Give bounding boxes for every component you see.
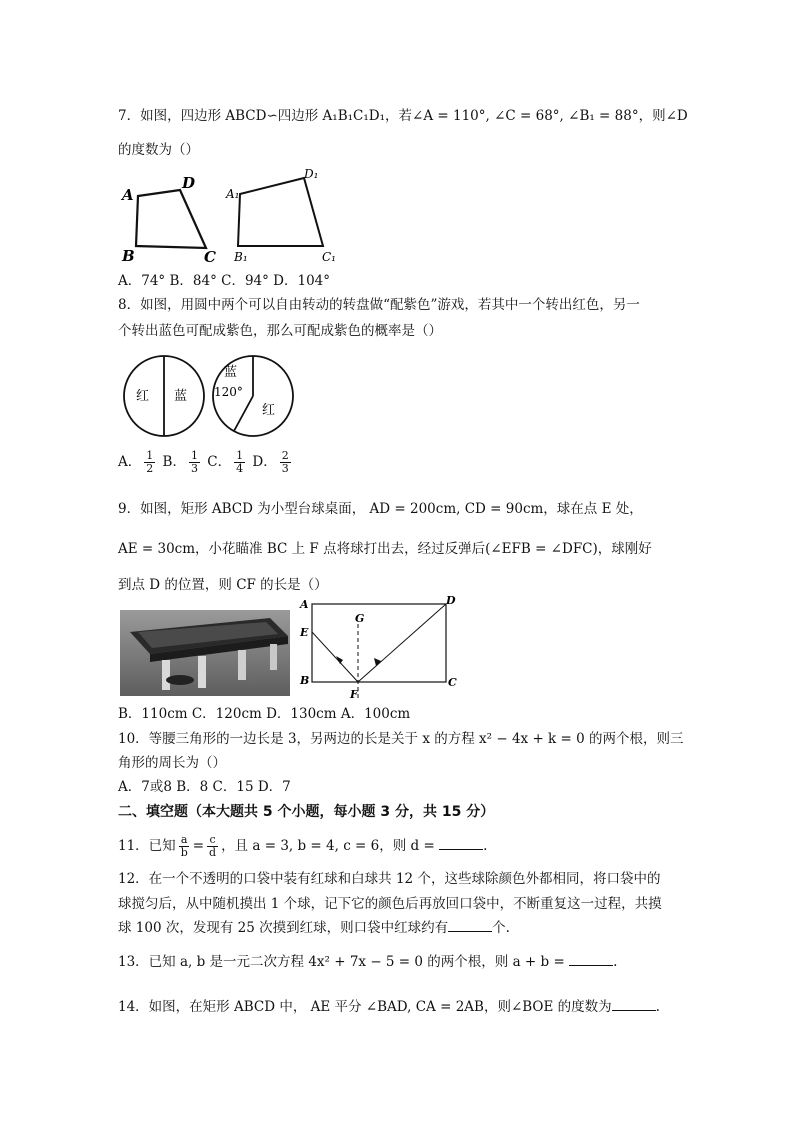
q9-label-G: G [355, 612, 365, 625]
q12-answer-blank[interactable] [448, 919, 492, 932]
q7-stem-line1: 7．如图，四边形 ABCD∽四边形 A₁B₁C₁D₁，若∠A = 110°, ∠C = 68°, ∠B₁ = 88°，则∠D [118, 108, 688, 124]
q14-line [118, 998, 660, 1016]
q7-label-C1: C₁ [322, 250, 336, 264]
q11-frac2-den: d [209, 846, 217, 859]
q12-stem-line1: 12．在一个不透明的口袋中装有红球和白球共 12 个，这些球除颜色外都相同，将口袋中的 [118, 871, 661, 887]
q14-text: 14．如图，在矩形 ABCD 中， AE 平分 ∠BAD, CA = 2AB，则∠BOE 的度数为 [118, 999, 612, 1015]
q7-options: A．74° B．84° C．94° D．104° [118, 273, 330, 289]
q8-option-c-fraction [234, 450, 245, 475]
q10-stem-line1: 10．等腰三角形的一边长是 3，另两边的长是关于 x 的方程 x² − 4x + k = 0 的两个根，则三 [118, 731, 684, 747]
q7-label-D: D [182, 174, 196, 192]
spinner-1-red-label: 红 [136, 389, 150, 404]
q8-option-d-num: 2 [281, 449, 289, 462]
q8-spinner-figure [118, 352, 308, 440]
q11-end: . [483, 838, 488, 854]
spinner-2-blue-label: 蓝 [224, 365, 238, 380]
q8-option-b-fraction [189, 450, 200, 475]
q7-figure [118, 166, 348, 266]
spinner-2-divider-down [234, 396, 253, 431]
q9-label-C: C [448, 676, 457, 689]
q13-answer-blank[interactable] [569, 953, 613, 966]
q11-suffix: ，且 a = 3, b = 4, c = 6，则 d = [221, 838, 435, 854]
q8-option-d-letter: D． [252, 454, 277, 470]
q8-option-c-letter: C． [207, 454, 232, 470]
q8-option-b-num: 1 [190, 449, 198, 462]
q12-line3-text: 球 100 次，发现有 25 次摸到红球，则口袋中红球约有 [118, 920, 449, 936]
q12-stem-line2: 球搅匀后，从中随机摸出 1 个球，记下它的颜色后再放回口袋中，不断重复这一过程，共摸 [118, 896, 662, 912]
q9-label-F: F [350, 688, 358, 701]
q11-fraction-ab [179, 834, 190, 859]
q10-options: A．7或8 B．8 C．15 D．7 [118, 779, 291, 795]
q13-line [118, 953, 617, 971]
q9-label-E: E [300, 626, 309, 639]
q8-option-b-den: 3 [190, 462, 198, 475]
q8-stem-line2: 个转出蓝色可配成紫色，那么可配成紫色的概率是（） [118, 323, 442, 339]
q9-label-A: A [300, 598, 309, 611]
q7-label-B: B [122, 247, 135, 265]
q14-answer-blank[interactable] [612, 998, 656, 1011]
q7-label-A1: A₁ [226, 187, 240, 201]
q9-stem-line2: AE = 30cm，小花瞄准 BC 上 F 点将球打出去，经过反弹后(∠EFB = ∠DFC)，球刚好 [118, 541, 652, 557]
q8-option-c-den: 4 [236, 462, 244, 475]
spinner-2-red-label: 红 [262, 403, 276, 418]
q8-option-c-num: 1 [236, 449, 244, 462]
q11-frac1-num: a [180, 833, 188, 846]
q14-end: . [655, 999, 660, 1015]
q7-label-D1: D₁ [304, 167, 319, 181]
q8-option-d-den: 3 [281, 462, 289, 475]
q13-text: 13．已知 a, b 是一元二次方程 4x² + 7x − 5 = 0 的两个根，则 a + b = [118, 954, 565, 970]
q9-options: B．110cm C．120cm D．130cm A．100cm [118, 706, 411, 722]
billiard-table-photo [120, 610, 290, 696]
q9-table-diagram [296, 594, 464, 704]
q8-option-a-den: 2 [146, 462, 154, 475]
q8-option-a-num: 1 [146, 449, 154, 462]
section-heading-fill-in: 二、填空题（本大题共 5 个小题，每小题 3 分，共 15 分） [118, 804, 495, 820]
spinner-2-angle-label: 120° [214, 385, 243, 399]
q8-option-d-fraction [280, 450, 291, 475]
q7-label-B1: B₁ [234, 250, 248, 264]
q7-stem-line2: 的度数为（） [118, 142, 199, 158]
q8-options [118, 450, 294, 475]
q8-stem-line1: 8．如图，用圆中两个可以自由转动的转盘做“配紫色”游戏，若其中一个转出红色，另一 [118, 297, 640, 313]
quadrilateral-a1b1c1d1 [238, 178, 323, 246]
q7-label-A: A [122, 186, 134, 204]
quadrilateral-abcd [136, 190, 206, 248]
q11-line [118, 832, 487, 860]
q11-equals: = [192, 838, 205, 854]
q10-stem-line2: 角形的周长为（） [118, 755, 226, 771]
q8-option-b-letter: B． [162, 454, 186, 470]
q7-label-C: C [204, 248, 216, 266]
q11-answer-blank[interactable] [439, 837, 483, 850]
path-e-to-f [312, 632, 358, 682]
q8-option-a-letter: A． [118, 454, 142, 470]
q11-prefix: 11．已知 [118, 838, 176, 854]
spinner-1-blue-label: 蓝 [174, 389, 188, 404]
q9-label-D: D [446, 594, 456, 607]
q11-frac1-den: b [180, 846, 188, 859]
q13-end: . [613, 954, 618, 970]
path-f-to-d [358, 604, 446, 682]
q12-stem-line3 [118, 919, 510, 937]
q11-fraction-cd [207, 834, 218, 859]
q9-stem-line3: 到点 D 的位置，则 CF 的长是（） [118, 577, 328, 593]
q12-line3-end: 个. [492, 920, 510, 936]
q8-option-a-fraction [144, 450, 155, 475]
q11-frac2-num: c [209, 833, 216, 846]
q9-stem-line1: 9．如图，矩形 ABCD 为小型台球桌面， AD = 200cm, CD = 90cm，球在点 E 处， [118, 501, 643, 517]
arrow-head-1 [336, 656, 343, 664]
rectangle-abcd [312, 604, 446, 682]
q9-label-B: B [300, 674, 310, 687]
